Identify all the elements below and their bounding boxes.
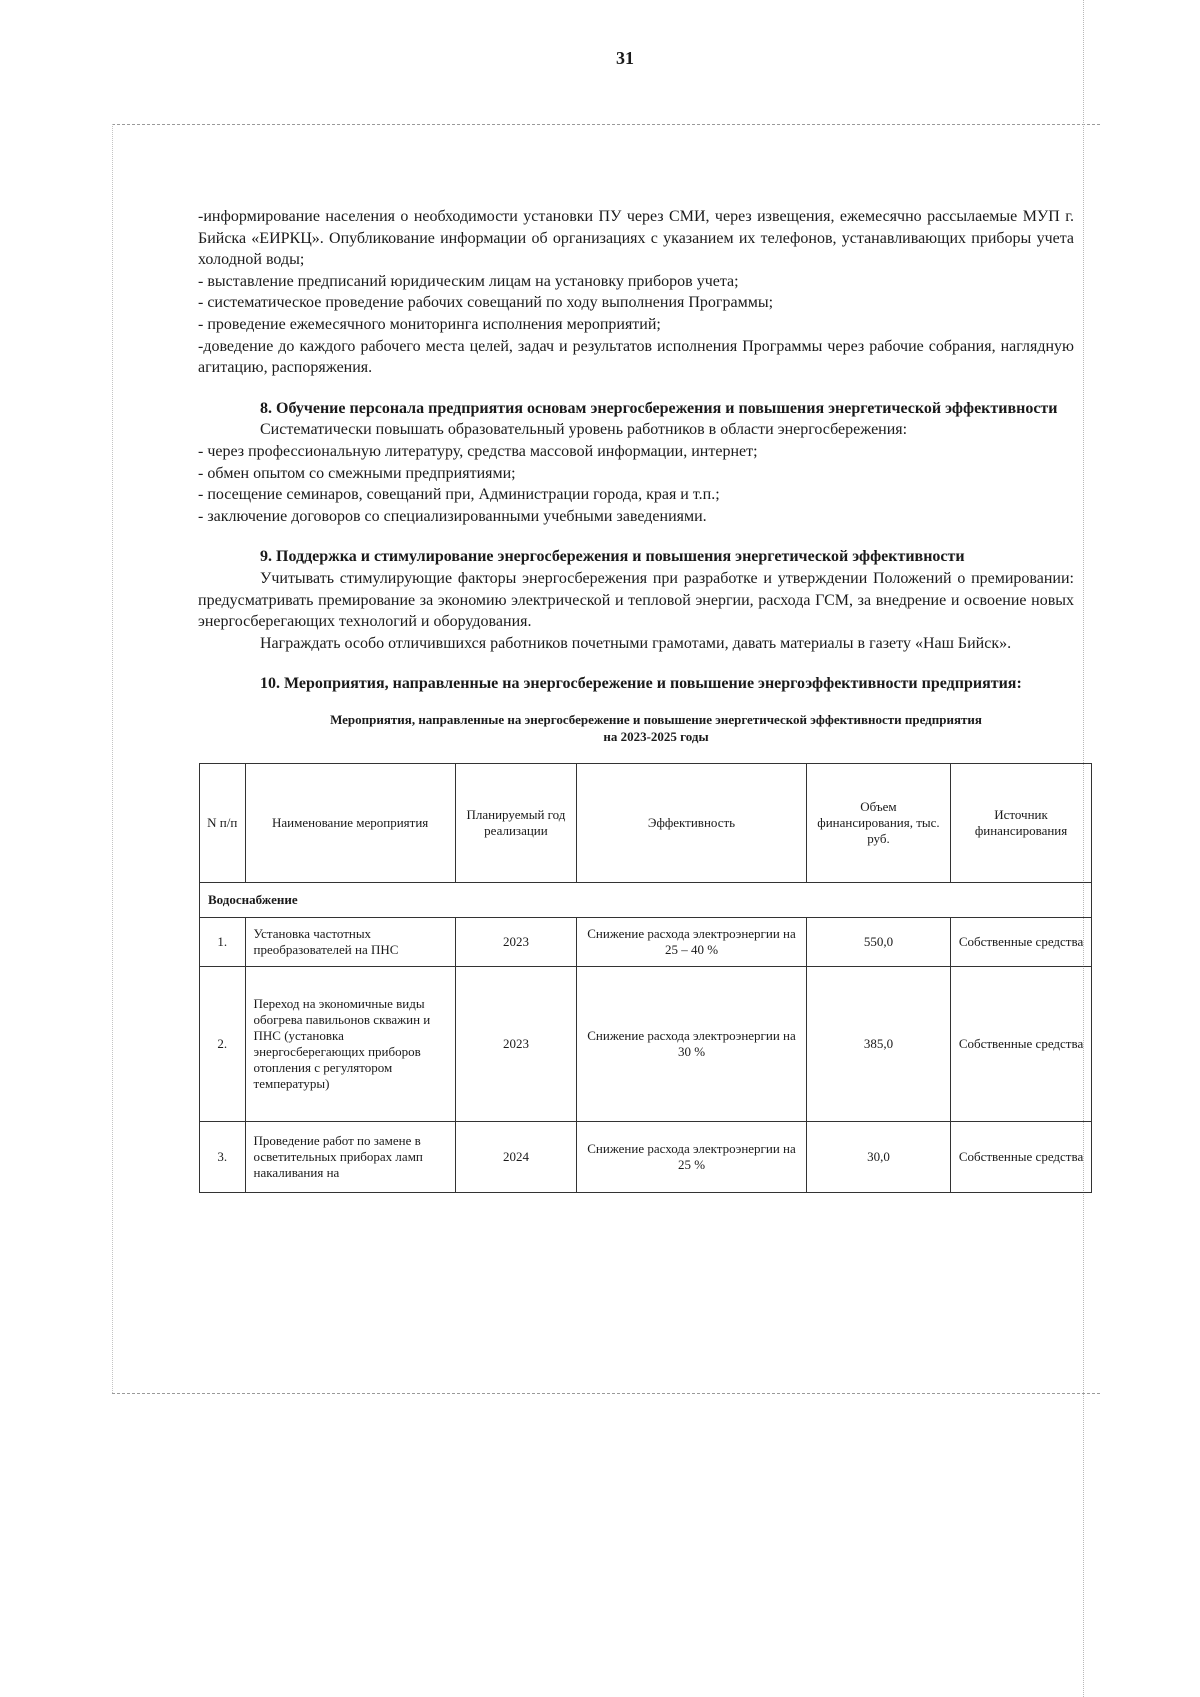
cell-num: 2. xyxy=(200,966,246,1121)
scan-frame-left xyxy=(112,124,113,1393)
cell-name: Установка частотных преобразователей на ПНС xyxy=(245,917,455,966)
table-row xyxy=(200,917,1092,966)
intro-line: -информирование населения о необходимости установки ПУ через СМИ, через извещения, ежемесячно рассылаемые МУП г. Бийска «ЕИРКЦ». Опубликование информации об организациях с указанием их телефонов, устанавливающих приборы учета холодной воды; xyxy=(198,208,1074,269)
spacer xyxy=(198,654,1074,673)
section-9-paragraph: Награждать особо отличившихся работников почетными грамотами, давать материалы в газету «Наш Бийск». xyxy=(260,634,1012,652)
table-header-row xyxy=(200,763,1092,882)
page-number: 31 xyxy=(616,48,634,68)
table-row xyxy=(200,1121,1092,1192)
section-8-item: - посещение семинаров, совещаний при, Администрации города, края и т.п.; xyxy=(198,486,720,504)
cell-volume: 385,0 xyxy=(806,966,950,1121)
table-row xyxy=(200,966,1092,1121)
document-body xyxy=(198,206,1084,1193)
table-caption-line: Мероприятия, направленные на энергосбережение и повышение энергетической эффективности предприятия xyxy=(330,711,982,727)
section-8-item: - заключение договоров со специализированными учебными заведениями. xyxy=(198,507,707,525)
header-year: Планируемый год реализации xyxy=(455,763,576,882)
section-8-item: - через профессиональную литературу, средства массовой информации, интернет; xyxy=(198,442,758,460)
intro-line: -доведение до каждого рабочего места целей, задач и результатов исполнения Программы через рабочие собрания, наглядную агитацию, распоряжения. xyxy=(198,337,1074,377)
section-label: Водоснабжение xyxy=(200,882,1092,917)
cell-source: Собственные средства xyxy=(951,1121,1092,1192)
intro-line: - систематическое проведение рабочих совещаний по ходу выполнения Программы; xyxy=(198,294,774,312)
header-effect: Эффективность xyxy=(577,763,807,882)
intro-line: - проведение ежемесячного мониторинга исполнения мероприятий; xyxy=(198,315,661,333)
section-9-paragraph: Учитывать стимулирующие факторы энергосбережения при разработке и утверждении Положений о премировании: предусматривать премирование за экономию электрической и тепловой энергии, расхода ГСМ, за внедрение и освоение новых энергосберегающих технологий и оборудования. xyxy=(198,569,1074,631)
section-10-heading: 10. Мероприятия, направленные на энергосбережение и повышение энергоэффективности предприятия: xyxy=(260,675,1022,693)
header-name: Наименование мероприятия xyxy=(245,763,455,882)
cell-num: 1. xyxy=(200,917,246,966)
section-9-heading: 9. Поддержка и стимулирование энергосбережения и повышения энергетической эффективности xyxy=(260,548,965,566)
spacer xyxy=(198,527,1074,546)
cell-effect: Снижение расхода электроэнергии на 25 % xyxy=(577,1121,807,1192)
scan-frame-bottom xyxy=(112,1393,1100,1394)
cell-year: 2023 xyxy=(455,966,576,1121)
table-section-row xyxy=(200,882,1092,917)
cell-name: Переход на экономичные виды обогрева павильонов скважин и ПНС (установка энергосберегающих приборов отопления с регулятором температуры) xyxy=(245,966,455,1121)
cell-effect: Снижение расхода электроэнергии на 30 % xyxy=(577,966,807,1121)
cell-name: Проведение работ по замене в осветительных приборах ламп накаливания на xyxy=(245,1121,455,1192)
cell-num: 3. xyxy=(200,1121,246,1192)
section-8-heading: 8. Обучение персонала предприятия основам энергосбережения и повышения энергетической эффективности xyxy=(260,399,1058,417)
section-8-item: - обмен опытом со смежными предприятиями; xyxy=(198,464,516,482)
header-volume: Объем финансирования, тыс. руб. xyxy=(806,763,950,882)
scan-frame-top xyxy=(112,124,1100,125)
cell-volume: 30,0 xyxy=(806,1121,950,1192)
header-num: N п/п xyxy=(200,763,246,882)
cell-volume: 550,0 xyxy=(806,917,950,966)
cell-source: Собственные средства xyxy=(951,917,1092,966)
intro-line: - выставление предписаний юридическим лицам на установку приборов учета; xyxy=(198,272,739,290)
table-caption xyxy=(216,711,1096,745)
header-source: Источник финансирования xyxy=(951,763,1092,882)
cell-effect: Снижение расхода электроэнергии на 25 – 40 % xyxy=(577,917,807,966)
section-8-intro: Систематически повышать образовательный уровень работников в области энергосбережения: xyxy=(260,421,908,439)
cell-year: 2023 xyxy=(455,917,576,966)
cell-source: Собственные средства xyxy=(951,966,1092,1121)
cell-year: 2024 xyxy=(455,1121,576,1192)
table-caption-line: на 2023-2025 годы xyxy=(603,728,709,744)
spacer xyxy=(198,379,1074,398)
measures-table xyxy=(199,763,1092,1193)
